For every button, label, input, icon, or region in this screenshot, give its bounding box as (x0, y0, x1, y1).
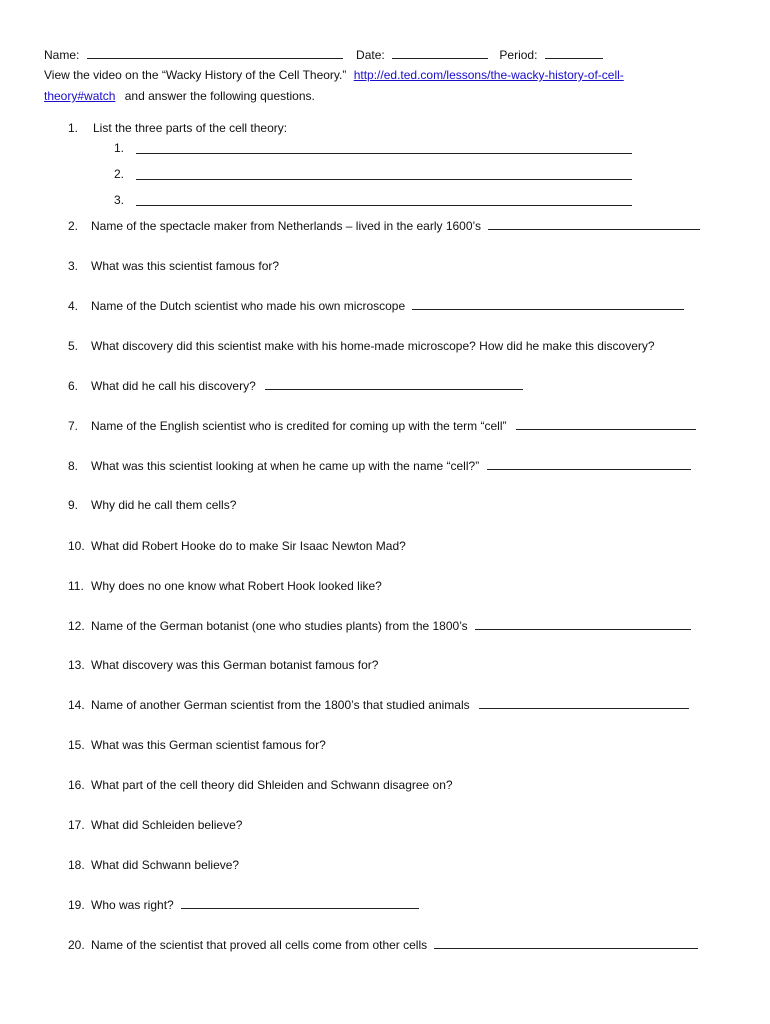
question-text: Name of another German scientist from the 1800’s that studied animals (91, 698, 470, 712)
sub-item-number: 3. (114, 193, 125, 207)
sub-item-answer-blank[interactable] (136, 142, 632, 154)
answer-blank[interactable] (479, 697, 689, 709)
header-row (44, 47, 603, 63)
question-text: What did Schleiden believe? (91, 818, 243, 832)
answer-blank[interactable] (488, 218, 700, 230)
question-number: 12. (68, 619, 85, 633)
question-number: 19. (68, 898, 85, 912)
question-text: Name of the scientist that proved all cells come from other cells (91, 938, 428, 952)
question-text: What did he call his discovery? (91, 379, 256, 393)
question-text: What was this scientist famous for? (91, 259, 280, 273)
sub-item-number: 1. (114, 141, 125, 155)
question-row (91, 298, 684, 314)
question-number: 5. (68, 339, 79, 353)
question-row (91, 458, 691, 474)
question-text: What discovery did this scientist make with his home-made microscope? How did he make this discovery? (91, 339, 655, 353)
question-row (91, 378, 523, 394)
question-text: Why does no one know what Robert Hook looked like? (91, 579, 382, 593)
question-text: Name of the spectacle maker from Netherlands – lived in the early 1600’s (91, 219, 481, 233)
question-number: 15. (68, 738, 85, 752)
question-row (91, 618, 691, 634)
answer-blank[interactable] (516, 418, 696, 430)
question-row (91, 937, 698, 953)
name-label: Name: (44, 48, 80, 62)
intro-suffix: and answer the following questions. (124, 89, 315, 103)
period-label: Period: (499, 48, 538, 62)
question-text: Name of the Dutch scientist who made his own microscope (91, 299, 406, 313)
answer-blank[interactable] (434, 937, 698, 949)
sub-item-number: 2. (114, 167, 125, 181)
question-number: 16. (68, 778, 85, 792)
intro-line-1 (44, 67, 624, 83)
question-number: 2. (68, 219, 79, 233)
intro-line-2 (44, 88, 315, 104)
question-text: What part of the cell theory did Shleiden and Schwann disagree on? (91, 778, 453, 792)
question-text: What discovery was this German botanist famous for? (91, 658, 379, 672)
question-row (91, 218, 700, 234)
question-number: 6. (68, 379, 79, 393)
question-text: What did Schwann believe? (91, 858, 240, 872)
date-label: Date: (356, 48, 385, 62)
sub-item-answer-blank[interactable] (136, 168, 632, 180)
date-blank[interactable] (392, 47, 488, 59)
video-link-continued[interactable]: theory#watch (44, 89, 116, 103)
question-number: 7. (68, 419, 79, 433)
question-row (91, 897, 419, 913)
answer-blank[interactable] (412, 298, 684, 310)
question-text: Name of the English scientist who is credited for coming up with the term “cell” (91, 419, 507, 433)
question-row (91, 697, 689, 713)
question-number: 3. (68, 259, 79, 273)
question-number: 14. (68, 698, 85, 712)
question-text: Name of the German botanist (one who studies plants) from the 1800’s (91, 619, 468, 633)
question-text: What did Robert Hooke do to make Sir Isaac Newton Mad? (91, 539, 406, 553)
question-text: Who was right? (91, 898, 174, 912)
question-row (91, 418, 696, 434)
answer-blank[interactable] (475, 618, 691, 630)
question-text: List the three parts of the cell theory: (93, 121, 288, 135)
question-text: What was this German scientist famous for? (91, 738, 326, 752)
name-blank[interactable] (87, 47, 343, 59)
period-blank[interactable] (545, 47, 603, 59)
question-number: 9. (68, 498, 79, 512)
question-number: 18. (68, 858, 85, 872)
question-text: What was this scientist looking at when he came up with the name “cell?” (91, 459, 480, 473)
question-number: 10. (68, 539, 85, 553)
question-number: 11. (68, 579, 84, 593)
question-number: 4. (68, 299, 79, 313)
question-number: 1. (68, 121, 79, 135)
answer-blank[interactable] (181, 897, 419, 909)
video-link[interactable]: http://ed.ted.com/lessons/the-wacky-history-of-cell- (353, 68, 624, 82)
sub-item-answer-blank[interactable] (136, 194, 632, 206)
question-number: 13. (68, 658, 85, 672)
answer-blank[interactable] (265, 378, 523, 390)
intro-prefix: View the video on the “Wacky History of the Cell Theory.” (44, 68, 347, 82)
question-number: 8. (68, 459, 79, 473)
question-number: 20. (68, 938, 85, 952)
answer-blank[interactable] (487, 458, 691, 470)
question-number: 17. (68, 818, 85, 832)
question-text: Why did he call them cells? (91, 498, 237, 512)
